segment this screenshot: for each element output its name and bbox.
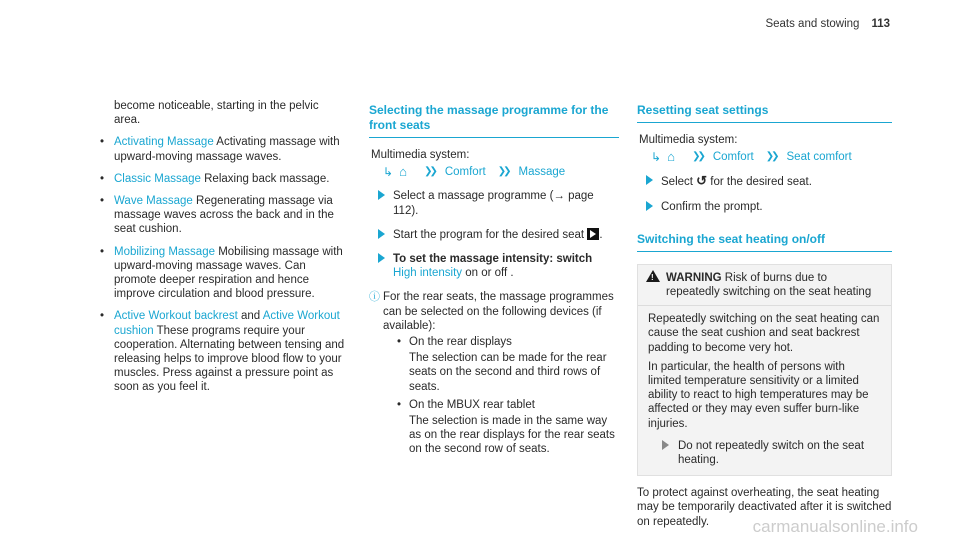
item-text: Regenerating massage via massage waves across the back and in the seat cushion. [114, 195, 334, 236]
system-label: Multimedia system: [639, 134, 738, 146]
section-title: Seats and stowing [765, 18, 860, 30]
page-header [765, 18, 890, 30]
column-2 [369, 103, 619, 461]
double-chevron-icon: ❯❯ [424, 166, 435, 178]
program-link[interactable]: Classic Massage [114, 172, 201, 185]
warning-box [637, 264, 892, 476]
step-2 [637, 200, 892, 214]
bullet: • [397, 398, 402, 411]
home-icon[interactable]: ⌂ [667, 149, 675, 165]
program-link[interactable]: Active Workout cushion [114, 310, 340, 337]
body-text: To protect against overheating, the seat heating may be temporarily deactivated after it is switched on repeatedly. [637, 487, 892, 528]
page-number: 113 [871, 18, 890, 30]
list-item [96, 172, 346, 186]
step-1 [369, 189, 619, 217]
step-1 [637, 174, 892, 189]
step-arrow-icon [662, 440, 669, 450]
sub-item-body: The selection is made in the same way as on the rear displays for the rear seats on the second row of seats. [409, 415, 615, 456]
list-item [96, 309, 346, 394]
step-text: Do not repeatedly switch on the seat heating. [678, 439, 865, 467]
info-note [369, 290, 619, 456]
path-arrow-icon: ↳ [651, 150, 662, 165]
step-arrow-icon [646, 175, 653, 185]
warning-heading: Risk of burns due to repeatedly switching on the seat heating [666, 271, 872, 299]
list-item [96, 194, 346, 237]
bullet: • [100, 310, 105, 323]
column-1 [96, 99, 346, 403]
bullet: • [100, 195, 105, 208]
step-3 [369, 252, 619, 280]
list-item [96, 245, 346, 302]
step-arrow-icon [378, 190, 385, 200]
menu-path [651, 150, 892, 164]
path-item-massage[interactable]: Massage [518, 166, 566, 179]
note-text: For the rear seats, the massage programmes can be selected on the following devices (if available): [383, 291, 614, 332]
path-item-comfort[interactable]: Comfort [444, 166, 486, 179]
section-heading: Selecting the massage programme for the front seats [369, 103, 619, 138]
item-text: Activating massage with upward-moving massage waves. [114, 136, 340, 163]
path-item-comfort[interactable]: Comfort [712, 151, 754, 164]
item-text: These programs require your cooperation. Alternating between tensing and releasing helps to improve blood flow to your muscles. Press against a pressure point as soon as you feel it. [114, 324, 345, 394]
reset-icon: ↺ [696, 173, 708, 189]
warning-icon [646, 270, 660, 282]
double-chevron-icon: ❯❯ [765, 151, 777, 163]
double-chevron-icon: ❯❯ [497, 166, 509, 178]
sub-item [383, 335, 619, 349]
sub-item-head: On the rear displays [409, 336, 512, 349]
step-text: on or off . [462, 267, 514, 280]
sub-item-head: On the MBUX rear tablet [409, 398, 535, 411]
list-item [96, 135, 346, 163]
item-text: Mobilising massage with upward-moving massage waves. Can promote deeper respiration and hence improve circulation and blood pressure. [114, 245, 343, 301]
section-heading: Switching the seat heating on/off [637, 232, 892, 252]
sub-item-body: The selection can be made for the rear seats on the second and third rows of seats. [409, 352, 607, 393]
step-arrow-icon [378, 229, 385, 239]
warning-header [638, 265, 891, 306]
step-2: Start the program for the desired seat . [369, 228, 619, 242]
bullet: • [100, 172, 105, 185]
sub-item [383, 398, 619, 412]
warning-body [638, 306, 891, 475]
bullet: • [100, 245, 105, 258]
step-text: Confirm the prompt. [661, 200, 763, 213]
warning-step [648, 439, 881, 467]
intro-text: become noticeable, starting in the pelvic area. [114, 100, 319, 127]
play-key-icon [587, 228, 599, 240]
menu-path [383, 165, 619, 179]
path-item-seat-comfort[interactable]: Seat comfort [786, 151, 852, 164]
item-text: Relaxing back massage. [200, 172, 330, 185]
step-text: for the desired seat. [707, 176, 812, 189]
double-chevron-icon: ❯❯ [692, 151, 703, 163]
home-icon[interactable]: ⌂ [399, 164, 407, 180]
step-text: Start the program for the desired seat [393, 228, 585, 241]
step-arrow-icon [378, 253, 385, 263]
program-link[interactable]: Mobilizing Massage [114, 245, 215, 258]
info-icon: ⓘ [369, 291, 380, 304]
column-3 [637, 103, 892, 529]
bullet: • [100, 136, 105, 149]
bullet: • [397, 336, 402, 349]
step-text: Select a massage programme (→ page 112). [393, 190, 594, 217]
warning-paragraph: Repeatedly switching on the seat heating can cause the seat cushion and seat backrest padding to become very hot. [648, 313, 880, 354]
warning-paragraph: In particular, the health of persons with limited temperature sensitivity or a limited ability to react to high temperatures may be affected or they may even suffer burn-like injuries. [648, 360, 869, 430]
step-arrow-icon [646, 201, 653, 211]
watermark-logo: carmanualsonline.info [752, 517, 918, 536]
path-arrow-icon: ↳ [383, 165, 394, 180]
warning-label: WARNING [666, 271, 722, 284]
program-link[interactable]: Active Workout backrest [114, 310, 238, 323]
step-text: Select [661, 176, 697, 189]
step-bold-text: To set the massage intensity: switch [393, 253, 593, 266]
item-text: and [237, 310, 263, 323]
program-link[interactable]: Activating Massage [114, 136, 214, 149]
section-heading: Resetting seat settings [637, 103, 892, 123]
high-intensity-link[interactable]: High intensity [393, 267, 463, 280]
system-label: Multimedia system: [371, 149, 470, 161]
program-link[interactable]: Wave Massage [114, 195, 193, 208]
